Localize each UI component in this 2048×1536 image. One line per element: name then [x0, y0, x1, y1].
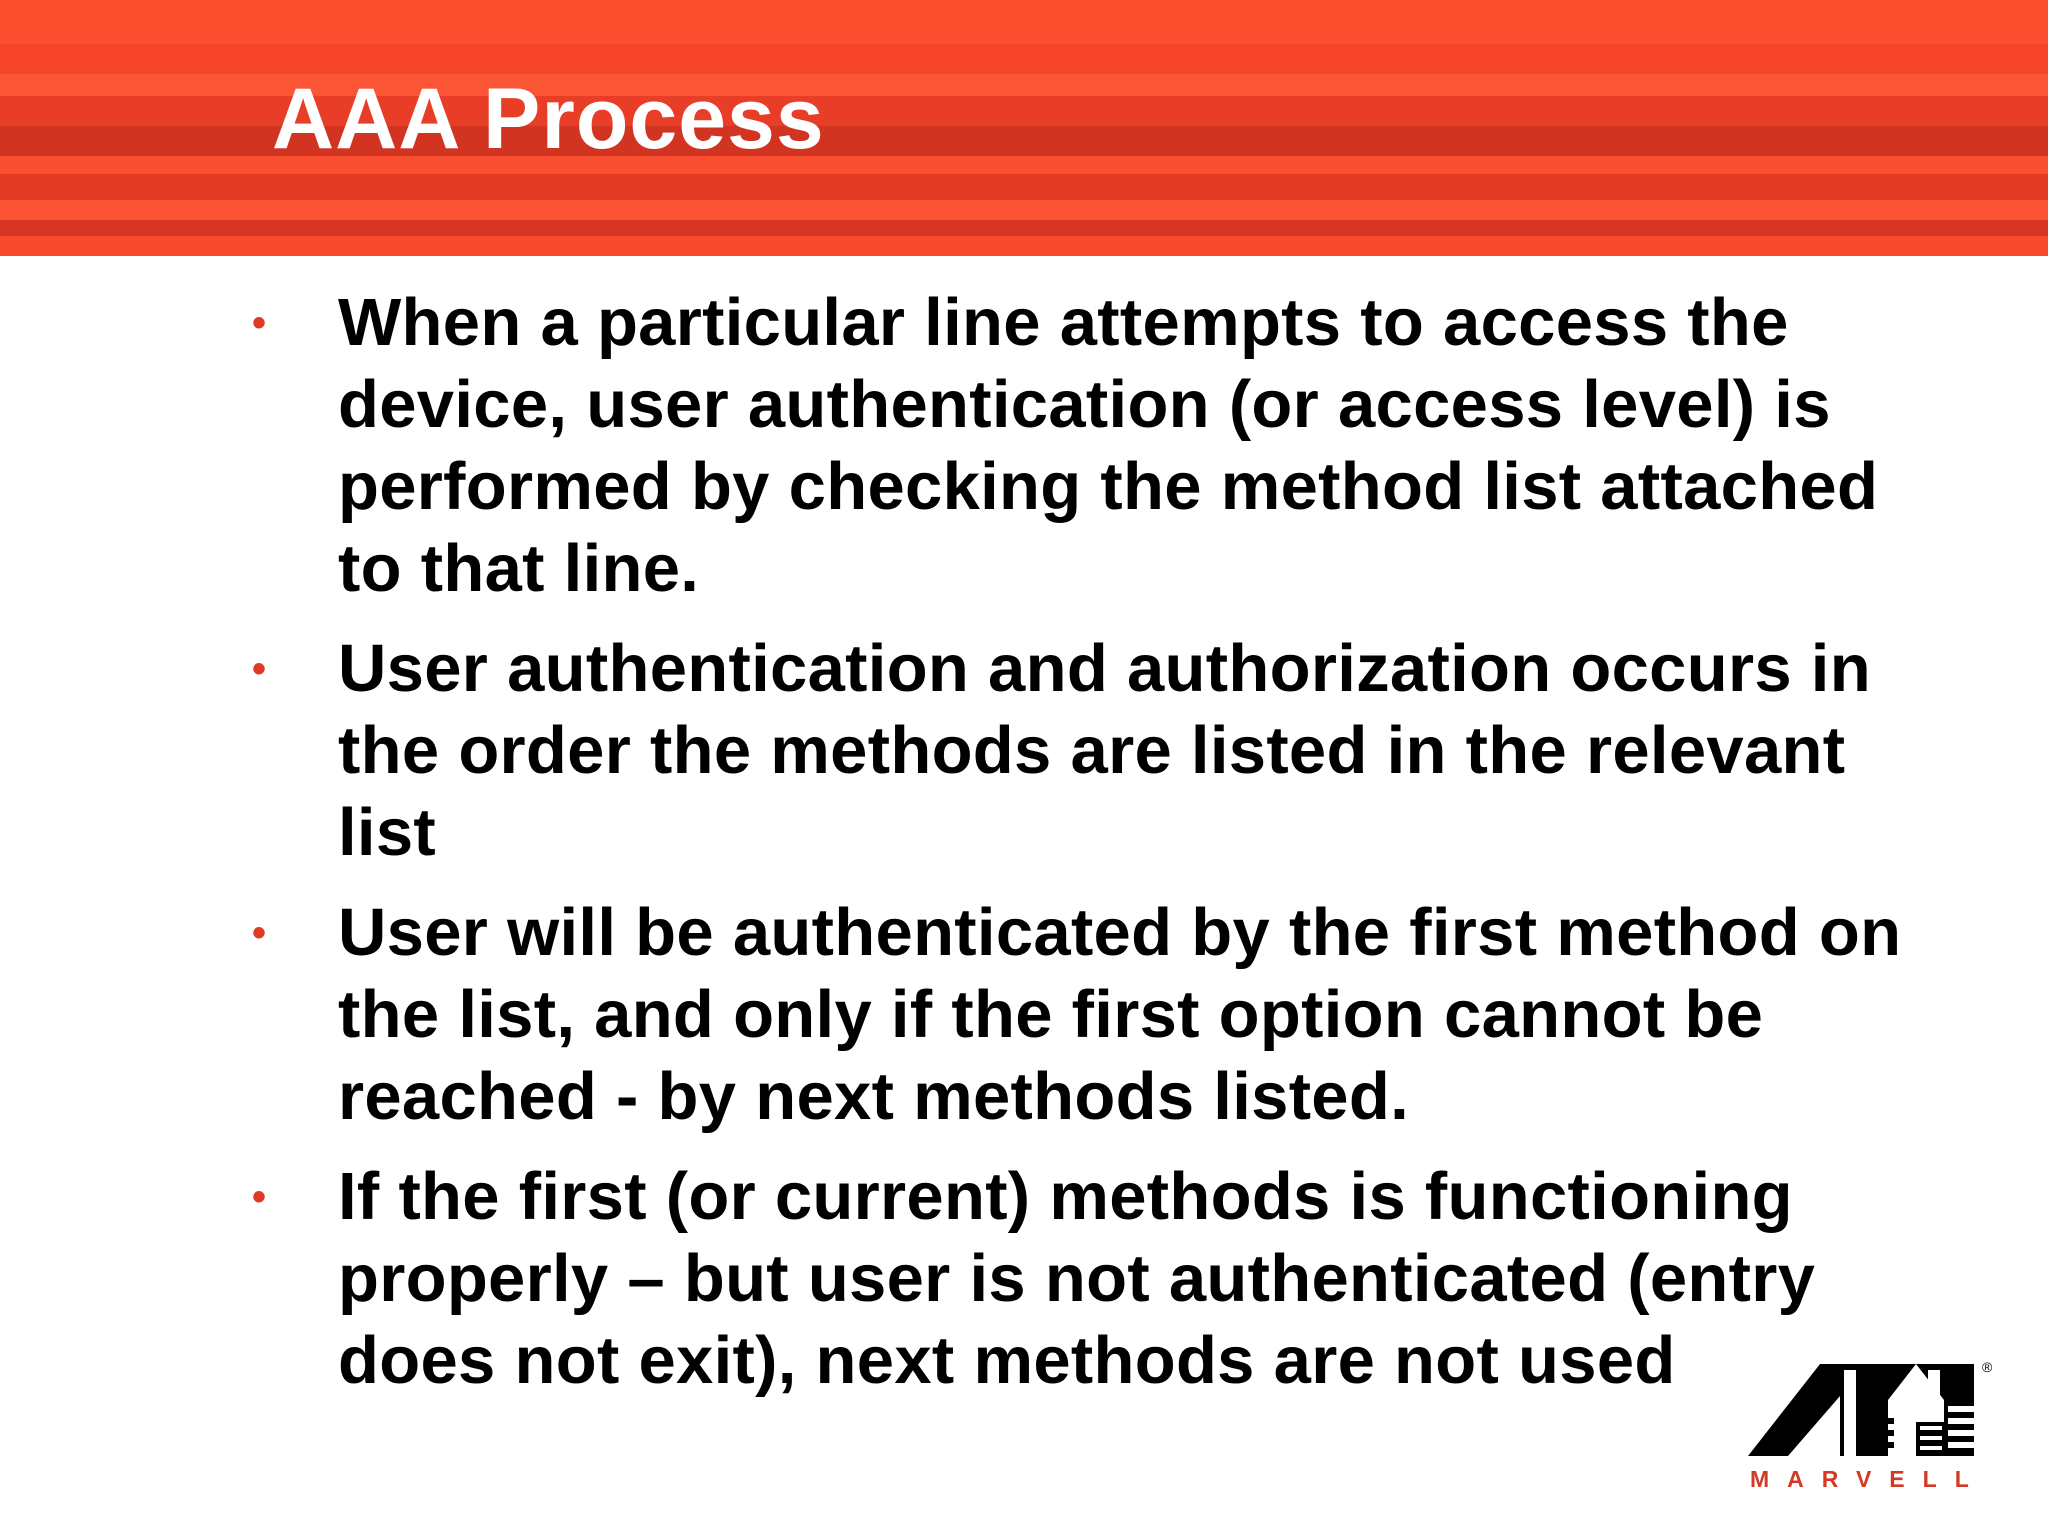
banner-stripe	[0, 0, 2048, 44]
banner-stripe	[0, 220, 2048, 236]
bullet-dot: •	[252, 301, 267, 345]
bullet-item	[252, 1156, 1952, 1402]
bullet-item	[252, 282, 1952, 610]
bullet-dot: •	[252, 647, 267, 691]
bullet-text: User authentication and authorization occurs in the order the methods are listed in the relevant list	[338, 631, 1871, 870]
title-banner	[0, 0, 2048, 256]
bullet-item	[252, 628, 1952, 874]
bullet-dot: •	[252, 911, 267, 955]
bullet-text: User will be authenticated by the first method on the list, and only if the first option cannot be reached - by next methods listed.	[338, 895, 1902, 1134]
banner-stripe	[0, 236, 2048, 256]
slide-title: AAA Process	[272, 71, 825, 167]
bullet-text: When a particular line attempts to access the device, user authentication (or access level) is performed by checking the method list attached to that line.	[338, 285, 1879, 606]
bullet-text: If the first (or current) methods is functioning properly – but user is not authenticated (entry does not exit), next methods are not used	[338, 1159, 1816, 1398]
marvell-logo	[1748, 1356, 2008, 1506]
banner-stripe	[0, 174, 2048, 200]
bullet-list	[252, 282, 1952, 1420]
banner-stripe	[0, 200, 2048, 220]
marvell-m-icon	[1748, 1356, 2008, 1466]
registered-mark: ®	[1982, 1359, 1993, 1375]
bullet-dot: •	[252, 1175, 267, 1219]
banner-stripe	[0, 44, 2048, 74]
logo-wordmark: MARVELL	[1750, 1466, 1987, 1492]
bullet-item	[252, 892, 1952, 1138]
